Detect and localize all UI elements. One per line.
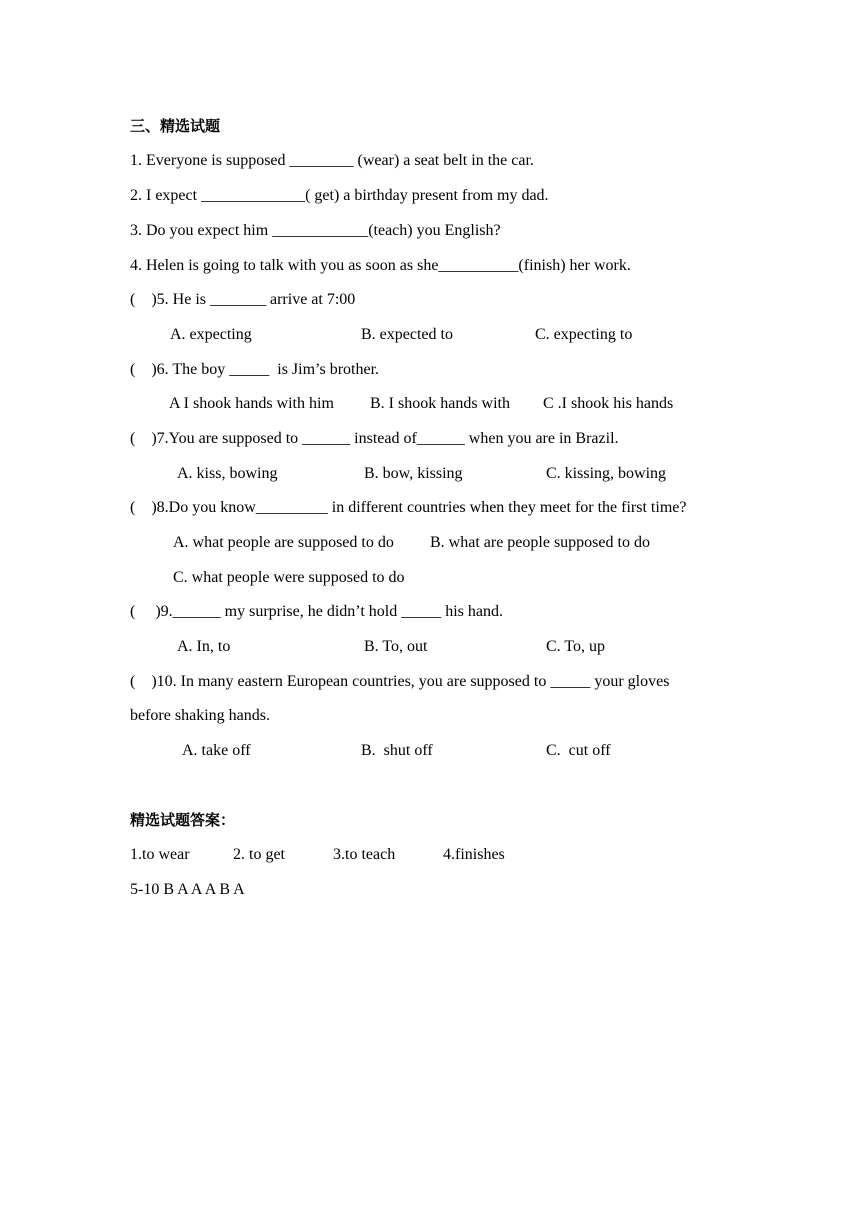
question-9-option-a: A. In, to (177, 638, 231, 655)
question-5: ( )5. He is _______ arrive at 7:00 (130, 291, 356, 308)
answers-5-10: 5-10 B A A A B A (130, 881, 245, 898)
question-6-option-a: A I shook hands with him (169, 395, 334, 412)
question-10-option-b: B. shut off (361, 742, 433, 759)
question-6-option-b: B. I shook hands with (370, 395, 510, 412)
question-3: 3. Do you expect him ____________(teach) you English? (130, 222, 501, 239)
answer-2: 2. to get (233, 846, 285, 863)
question-2: 2. I expect _____________( get) a birthday present from my dad. (130, 187, 549, 204)
question-7-option-a: A. kiss, bowing (177, 465, 278, 482)
question-5-option-c: C. expecting to (535, 326, 633, 343)
question-8-option-c: C. what people were supposed to do (173, 569, 405, 586)
question-6: ( )6. The boy _____ is Jim’s brother. (130, 361, 380, 378)
question-6-option-c: C .I shook his hands (543, 395, 674, 412)
answers-title: 精选试题答案： (130, 811, 236, 829)
question-7-option-c: C. kissing, bowing (546, 465, 667, 482)
question-8-option-b: B. what are people supposed to do (430, 534, 650, 551)
question-10-option-c: C. cut off (546, 742, 611, 759)
answer-3: 3.to teach (333, 846, 396, 863)
question-5-option-a: A. expecting (170, 326, 252, 343)
question-10: ( )10. In many eastern European countries, you are supposed to _____ your gloves (130, 673, 670, 690)
question-7: ( )7.You are supposed to ______ instead of______ when you are in Brazil. (130, 430, 619, 447)
question-5-option-b: B. expected to (361, 326, 453, 343)
question-9-option-c: C. To, up (546, 638, 606, 655)
question-4: 4. Helen is going to talk with you as soon as she__________(finish) her work. (130, 257, 631, 274)
section-title: 三、精选试题 (130, 117, 221, 135)
question-10-option-a: A. take off (182, 742, 251, 759)
answer-4: 4.finishes (443, 846, 505, 863)
question-8-option-a: A. what people are supposed to do (173, 534, 394, 551)
question-10-continued: before shaking hands. (130, 707, 270, 724)
question-9-option-b: B. To, out (364, 638, 428, 655)
answer-1: 1.to wear (130, 846, 190, 863)
question-9: ( )9.______ my surprise, he didn’t hold _____ his hand. (130, 603, 504, 620)
question-7-option-b: B. bow, kissing (364, 465, 463, 482)
question-8: ( )8.Do you know_________ in different countries when they meet for the first time? (130, 499, 687, 516)
question-1: 1. Everyone is supposed ________ (wear) a seat belt in the car. (130, 152, 534, 169)
